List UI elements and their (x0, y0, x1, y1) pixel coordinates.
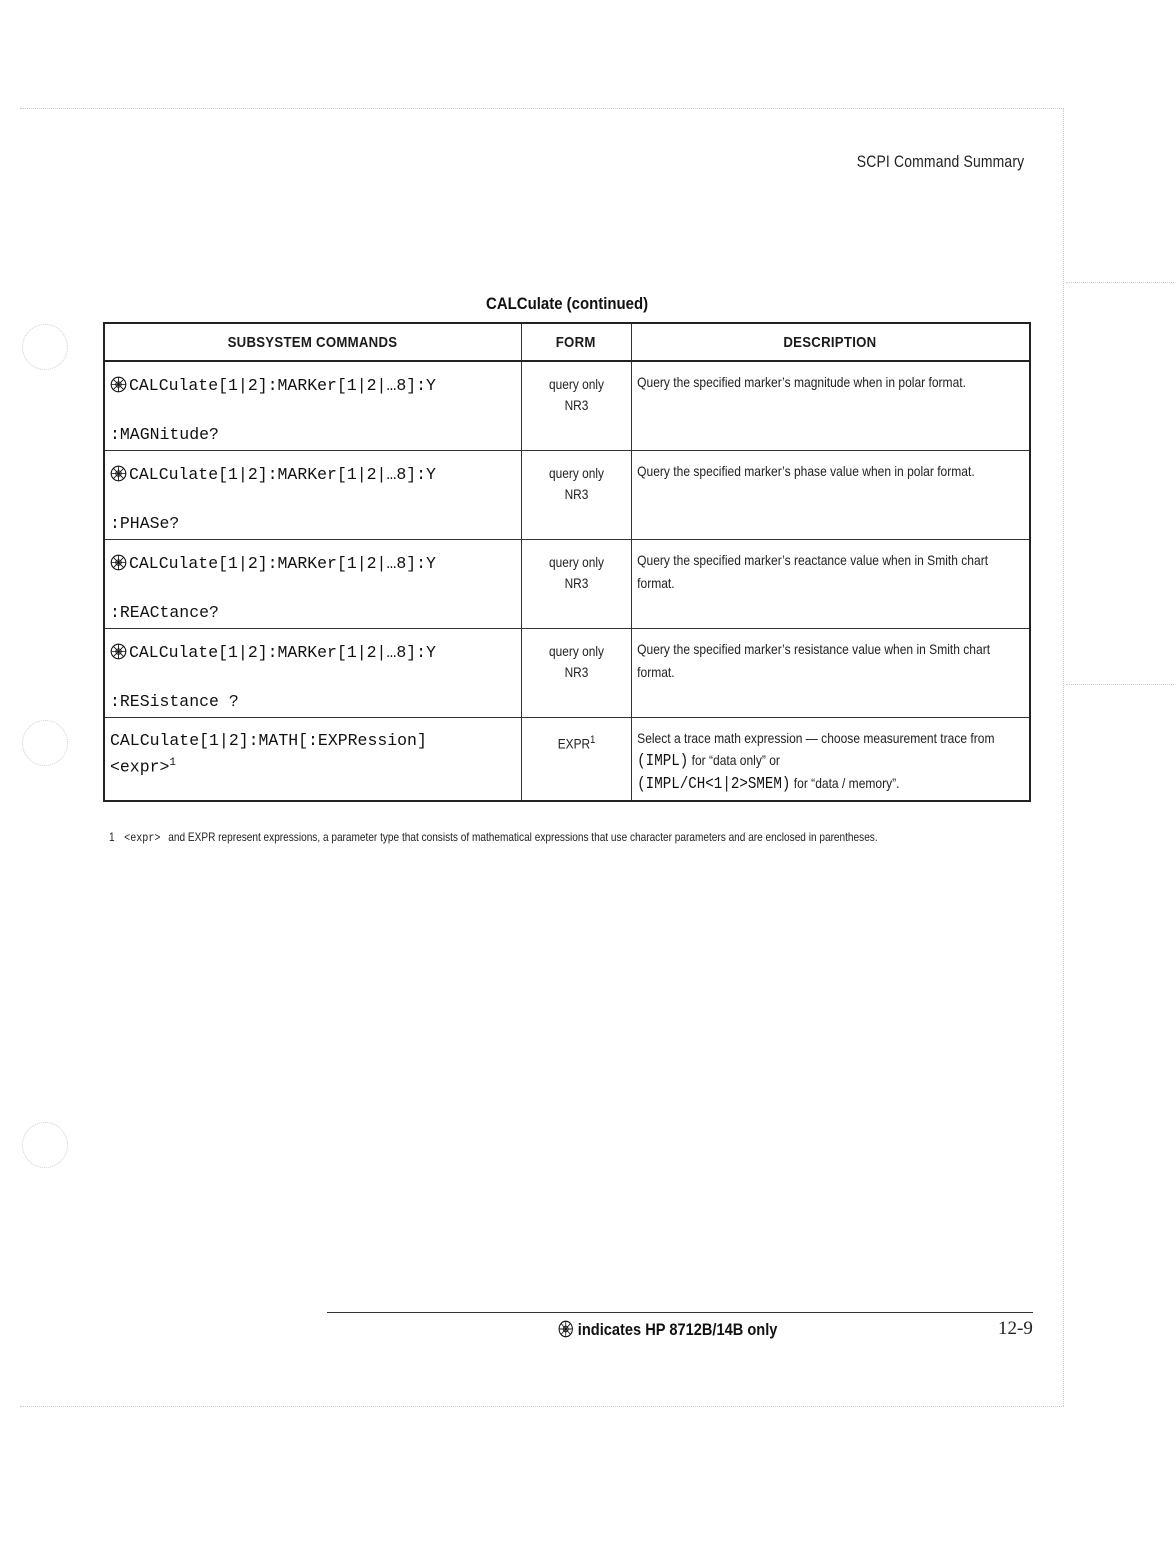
description-cell (631, 540, 1030, 629)
description-text: for “data / memory”. (793, 775, 900, 791)
footer-note: indicates HP 8712B/14B only (558, 1320, 777, 1340)
form-type: query only (548, 465, 604, 481)
page-number: 12-9 (998, 1318, 1033, 1339)
command-cell (104, 718, 521, 802)
form-cell (521, 540, 631, 629)
description-text: Query the specified marker’s phase value when in polar format. (636, 463, 975, 479)
form-cell (521, 451, 631, 540)
form-format: NR3 (564, 575, 588, 591)
hp-8712b-14b-only-icon (110, 465, 127, 482)
command-table (103, 322, 1031, 802)
form-cell (521, 629, 631, 718)
subcommand-text: :PHASe? (110, 514, 180, 533)
description-cell (631, 718, 1030, 802)
scan-edge-mark (1066, 282, 1174, 283)
scan-border-top (20, 108, 1064, 109)
command-text: CALCulate[1|2]:MATH[:EXPRession] (110, 731, 427, 750)
footnote-code: <expr> (124, 831, 161, 845)
command-cell (104, 629, 521, 718)
form-value: EXPR (557, 735, 590, 752)
command-text: CALCulate[1|2]:MARKer[1|2|…8]:Y (129, 643, 436, 662)
table-row (104, 629, 1030, 718)
form-format: NR3 (564, 664, 588, 680)
description-text: Query the specified marker’s reactance value when in Smith chart format. (636, 552, 988, 591)
command-text: CALCulate[1|2]:MARKer[1|2|…8]:Y (129, 554, 436, 573)
description-cell (631, 451, 1030, 540)
form-cell (521, 361, 631, 451)
form-format: NR3 (564, 486, 588, 502)
table-title: CALCulate (continued) (485, 294, 649, 313)
table-row (104, 540, 1030, 629)
command-cell (104, 451, 521, 540)
table-header-row (104, 323, 1030, 361)
hp-8712b-14b-only-icon (110, 376, 127, 393)
footnote-ref: 1 (169, 757, 177, 769)
footer-rule (327, 1312, 1033, 1313)
footnote-number: 1 (109, 830, 115, 844)
description-text: Query the specified marker’s magnitude when in polar format. (636, 374, 966, 390)
footnote (109, 830, 878, 845)
hp-8712b-14b-only-icon (110, 643, 127, 660)
footnote-text: and EXPR represent expressions, a parameter type that consists of mathematical expressions that use character parameters and are enclosed in parentheses. (168, 830, 878, 844)
footnote-ref: 1 (589, 734, 595, 746)
scan-border-bottom (20, 1406, 1064, 1407)
description-text: Select a trace math expression — choose measurement trace from (636, 730, 995, 746)
code-impl: (IMPL) (636, 751, 688, 770)
header-form: FORM (521, 323, 631, 361)
command-text: CALCulate[1|2]:MARKer[1|2|…8]:Y (129, 465, 436, 484)
form-type: query only (548, 643, 604, 659)
form-type: query only (548, 376, 604, 392)
form-type: query only (548, 554, 604, 570)
running-header: SCPI Command Summary (856, 152, 1024, 171)
command-param: <expr> (110, 757, 170, 777)
code-impl-smem: (IMPL/CH<1|2>SMEM) (636, 774, 790, 793)
binder-hole (22, 1122, 68, 1168)
form-cell (521, 718, 631, 802)
hp-8712b-14b-only-icon (110, 554, 127, 571)
command-text: CALCulate[1|2]:MARKer[1|2|…8]:Y (129, 376, 436, 395)
form-format: NR3 (564, 397, 588, 413)
command-cell (104, 540, 521, 629)
table-row-math (104, 718, 1030, 802)
table-row (104, 361, 1030, 451)
description-text: for “data only” or (691, 752, 780, 768)
subcommand-text: :REACtance? (110, 603, 219, 622)
command-cell (104, 361, 521, 451)
header-subsystem-commands: SUBSYSTEM COMMANDS (104, 323, 521, 361)
table-row (104, 451, 1030, 540)
description-text: Query the specified marker’s resistance value when in Smith chart format. (636, 641, 990, 680)
subcommand-text: :MAGNitude? (110, 425, 219, 444)
description-cell (631, 629, 1030, 718)
hp-8712b-14b-only-icon (558, 1320, 573, 1338)
binder-hole (22, 324, 68, 370)
binder-hole (22, 720, 68, 766)
description-cell (631, 361, 1030, 451)
header-description: DESCRIPTION (631, 323, 1030, 361)
scan-edge-mark (1066, 684, 1174, 685)
subcommand-text: :RESistance ? (110, 692, 239, 711)
